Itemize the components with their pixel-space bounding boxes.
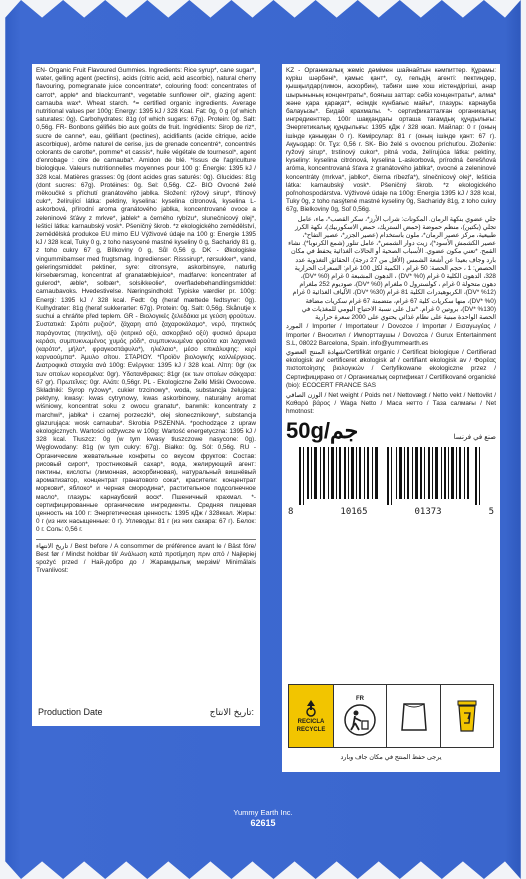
- barcode-digit-group: 8: [288, 506, 294, 517]
- paper-bag-cell: [387, 685, 441, 747]
- net-weight-value-row: [286, 419, 496, 443]
- fr-triman-cell: [334, 685, 387, 747]
- barcode: [286, 447, 496, 516]
- recicla-label: RECICLA RECYCLE: [296, 718, 326, 733]
- company-name: Yummy Earth Inc.: [233, 808, 293, 817]
- ingredients-panel-left: [32, 64, 260, 726]
- arabic-ingredients-text: جلي عضوي بنكهة الرمان. المكونات: شراب الأرز*، سكر القصب*، ماء، عامل تجلي (بكتين)، منظم حموضة (حمض الستريك، حمض الاسكوربيك)، نكهة الكرز طبيعية، مركز عصير الرمان*، ملون باستخدام (عصير الجزر*، عصير التفاح*، عصير الكشمش الأسود*)، زيت دوار الشمس*، عامل تنلور (شمع الكرنوبا*). نشاء القمح. *تعني مكون عضوي. الأسباب الصحية أو الحالات الغذائية يحفظ في مكان بارد وجاف بعيدا عن أشعة الشمس (الأقل من 27 درجة). الحقائق التغذوية عدد الحصص: 1 ، حجم الحصة: 50 غرام ، الكمية لكل 100 غرام: السعرات الحرارية 328، الدهون الكلية 0 غرام (0% *DV) ، الدهون المشبعة 0 غرام (0% *DV)، دهون متحولة 0 غرام ، كولسترول 0 ملغرام (0% *DV)، صوديوم 252 ملغرام (12% *DV)، الكربوهيدرات الكلية 81 غرام (30% *DV)، الألياف الغذائية 0 غرام (0% *DV)، منها سكريات كلية 67 غرام، متضمنة 67 غرام سكريات مضافة (130% *DV)، بروتين 0 غرام. *تدل على نسبة الاحتياج اليومي للمغذيات في الحصة الواحدة مبنية على نظام غذائي يحتوي على 2000 سعرة حرارية: [288, 215, 496, 322]
- barcode-bars: [293, 447, 489, 505]
- production-date-label: Production Date: [38, 706, 103, 717]
- importer-text: المورد / Importer / Importateur / Dovozce / Importør / Εισαγωγέας / Importer / Вносител / Импорттаушы / Dovozca / Gurux Entertainment S.L, 08022 Barcelona, Spain. info@yummearth.es: [286, 323, 496, 347]
- ingredients-panel-right: [282, 64, 500, 772]
- best-before-labels: تاريخ الانتهاء / Best before / A consommer de préférence avant le / Bäst före/ Best før / Mindst holdbar til/ Ανάλωση κατά προτίμηση πριν από / Najlepiej spożyć przed / Най-добро до / Жарамдылық мерзімі/ Minimālais Trvanlivost:: [36, 542, 256, 575]
- ingredients-text-kz-sk: KZ - Органикалық жеміс дәмімен шайнайтын кәмпиттер. Құрамы: күріш шәрбәні*, қамыс қант*, су, гельдің агенті: пектиндер, қышқылдар(лимон, аскорбин), табиғи шие хош иістендіргіші, анар шырынының концентраты*, бояғыш заттар: сәбіз концентраты*, алма* және қара қарақат*, өсімдік күнбағыс майы*, глазурь: карнауба балауызы*. Бидай крахмалы. *- сертификатталған органикалық ингредиенттер. 100г шаққандағы орташа тағамдық құндылығы: Энергетикалық құндылығы: 1395 кДж / 328 ккал. Майлар: 0 г (оның ішінде қаныққан 0 г). Көмірсулар: 81 г (оның ішінде қант: 67 г). Ақуыздар: 0г. Тұз: 0,56 г. SK- Bio želé s ovocnou príchuťou. Zloženie: ryžový sirup*, trstinový cukor*, pitná voda, želírujúca látka: pektíny, kyseliny: kyselina citrónová, kyselina L-askorbová, prírodná čerešňová aróma, koncentrovaná šťava z granátového jablka*, ovocné a zeleninové koncentráty (mrkva*, jablko*, čierna ríbezľa*), slnečnicový olej*, lešticia látka: karnaubský vosk*. Pšeničný škrob. *z ekologického poľnohospodárstva. Výživové údaje na 100g: Energia 1395 kJ / 328 kcal, Tuky 0g, z toho nasýtené mastné kyseliny 0g, Sacharidy 81g, z toho cukry 67g, Bielkoviny 0g, Soľ 0,56g.: [286, 67, 496, 214]
- barcode-digit-group: 10165: [340, 506, 368, 517]
- production-date-label-ar: تاريخ الانتاج:: [209, 706, 254, 717]
- organic-certification-text: شهادة المنتج العضوي/Certifikát organic / Certificat biologique / Certifierad ekologisk av/ certificeret økologisk af / certifiant ekologisk av / Φορέας πιστοποίησης βιολογικών / Certyfikowane ekologiczne przez / Сертифицирано от / Органикалық сертификат / Certifikované organické (bio): ECOCERT FRANCE SAS: [286, 348, 497, 389]
- barcode-digit-group: 01373: [414, 506, 442, 517]
- recycle-arrows-icon: [301, 698, 321, 718]
- storage-note-ar: يرجى حفظ المنتج في مكان جاف وبارد: [340, 754, 442, 761]
- net-weight-row: [286, 392, 496, 417]
- ingredients-text-multilang: EN- Organic Fruit Flavoured Gummies. Ingredients: Rice syrup*, cane sugar*, water, gelling agent (pectins), acids (citric acid, acid ascorbic), natural cherry flavouring, pomegranate juice concentrate*, colouring food: concentrates of carrot*, apple* and blackcurrant*, vegetable sunflower oil*, glazing agent: carnauba wax*. Wheat starch. *= certified organic ingredients. Average nutritional values per 100g: Energy: 1395 kJ / 328 Kcal. Fat: 0g, 0 g (of which saturates: 0g). Carbohydrates: 81g (of which sugars: 67g). Protein: 0g. Salt: 0,56g. FR- Bonbons gélifiés bio aux goûts de fruit. Ingrédients: Sirop de riz*, sucre de canne*, eau, gélifiant (pectines), acidifiants (acide citrique, acide ascorbique), arôme naturel de cerise, jus de grenade concentré*, concentrés colorants de carotte*, pomme* et cassis*, huile végétale de tournesol*, agent d'enrobage : cire de carnauba*. Amidon de blé. *Issus de l'agriculture biologique. Valeurs nutritionnelles moyennes pour 100 g: Énergie: 1395 kJ / 328 kcal. Matières grasses: 0g (dont acides gras saturés: 0g). Glucides: 81g (dont sucres: 67g). Protéines: 0g. Sel: 0,56g. CZ- BIO Ovocné želé měkoučké s příchutí granátového jablka. Složení: rýžový sirup*, třtinový cukr*, želírující látka: pektiny, kyselina: kyselina citronová, kyselina L-askorbová, přírodní aroma granátového jablka, koncentrované ovoce a zeleninové šťávy z mrkve*, jablek* a černého rybízu*, slunečnicový olej*, lešticí látka: karnaubský vosk*. Pšeničný škrob. *z ekologického zemědělství, zemědělská produkce EU mimo EU Výživové údaje na 100 g: Energie 1395 kJ / 328 kcal, Tuky 0 g, z toho nasycené mastné kyseliny 0 g, Sacharidy 81 g, z toho cukry 67 g, Bílkoviny 0 g, Sůl 0,56 g. DK - Økologiske vingummibamser med frugtsmag. Ingredienser: Risssirup*, rørsukker*, vand, geleringsmiddel: pektiner, syre: citronsyre, askorbinsyre, naturlig kirsebærsmag, koncentrat af granatæblejuice*, madfarve: koncentrater af gulerod*, æble*, solbær*, solsikkeolie*, overfladebehandlingsmiddel: carnaubavoks. Hvedestivelse. Næringsindhold: Typiske værdier pr. 100g: Energi: 1395 kJ / 328 kcal. Fedt: 0g (heraf mættede fedtsyrer: 0g). Kulhydrater: 81g (heraf sukkerarter: 67g). Protein: 0g. Salt: 0,56g. Skånutje x suchui a chráňte před teplem. GR - Βιολογικές ζελεδάκια με γεύση φρούτων. Συστατικά: Σιρόπι ρυζιού*, ζάχαρη από ζαχαροκάλαμο*, νερό, πηκτικός παράγοντας (πηκτίνη), οξύ (κιτρικό οξύ, ασκορβικό οξύ) φυσικό άρωμα κεράσι, συμπυκνωμένος χυμός ρόδι*, συμπυκνωμένα φρούτα και λαχανικά (καρότο*, μήλο*, φραγκοστάφυλο*), ηλιέλαιο*, μέσο επικάλυψης: κερί καρναούμπα*. Άμυλο σίτου. ΣΤΑΡΙΟΥ. *Προϊόν βιολογικής καλλιέργειας. Διατροφικά στοιχεία ανά 100g: Ενέργεια: 1395 kJ / 328 kcal. Λίπη: 0gr (εκ των οποίων κορεσμένα: 0gr). Υδατανθρακες: 81gr (εκ των οποίων σάκχαρα: 67 gr). Πρωτεΐνες: 0gr. Αλάτι: 0,56gr. PL - Ekologiczne Żelki Miśki Owocowe. Składniki: Syrop ryżowy*, cukier trzcinowy*, woda, substancja żelująca: pektyny, kwasy: kwas cytrynowy, kwas askorbinowy, naturalny aromat wiśniowy, koncentrat soku z owocu granatu*, barwnik: koncentraty z marchwi*, jabłka* i czarnej porzeczki*, olej słonecznikowy*, substancja glazurująca: wosk carnauba*. Skrobia PSZENNA. *pochodzące z upraw ekologicznych. Wartości odżywcze w 100g: Wartość energetyczna: 1395 kJ / 328 kcal. Tłuszcz: 0g (w tym kwasy tłuszczowe nasycone: 0g). Węglowodany: 81g (w tym cukry: 67g). Białko: 0g. Sól: 0,56g. RU - Органические жевательные конфеты со вкусом фруктов: Состав: рисовый сироп*, тростниковый сахар*, вода, желирующий агент: пектины, кислоты (лимонная, аскорбиновая), натуральный вишнёвый ароматизатор, концентрат гранатового сока*, красители: концентрат моркови*, яблоко* и черная смородина*, растительное подсолнечное масло*, глазурь: карнаубский воск*. Пшеничный крахмал. *- сертифицированные органические ингредиенты. Средняя пищевая ценность на 100 г: Энергетическая ценность: 1395 кДж / 328ккал. Жиры: 0 г (из них насыщенные: 0 г). Углеводы: 81 г (из них сахара: 67 г). Белок: 0 г. Соль: 0,56 г.: [36, 67, 256, 534]
- production-date-row: [38, 708, 254, 716]
- recycle-bin-icon: [452, 697, 482, 735]
- trash-person-icon: [343, 703, 377, 737]
- made-in-text: صنع في فرنسا: [453, 434, 496, 442]
- company-info: [0, 808, 526, 828]
- recycle-bin-cell: [441, 685, 493, 747]
- recicla-badge: [289, 685, 334, 747]
- barcode-digit-group: 5: [488, 506, 494, 517]
- company-code: 62615: [250, 818, 276, 828]
- paper-bag-icon: [399, 698, 429, 734]
- fr-label: FR: [356, 695, 364, 702]
- net-weight-labels: الوزن الصافي / Net weight / Poids net / Nettovægt / Netto vekt / Nettovikt / Καθαρό βάρος / Waga Netto / Маса нетто / Таза салмағы / Net hmotnost:: [286, 391, 496, 416]
- best-before-section: [36, 539, 256, 576]
- recycling-info-box: [288, 684, 494, 748]
- barcode-digits: [286, 508, 496, 516]
- net-weight-value: 50g/ﺟﻢ: [286, 417, 359, 443]
